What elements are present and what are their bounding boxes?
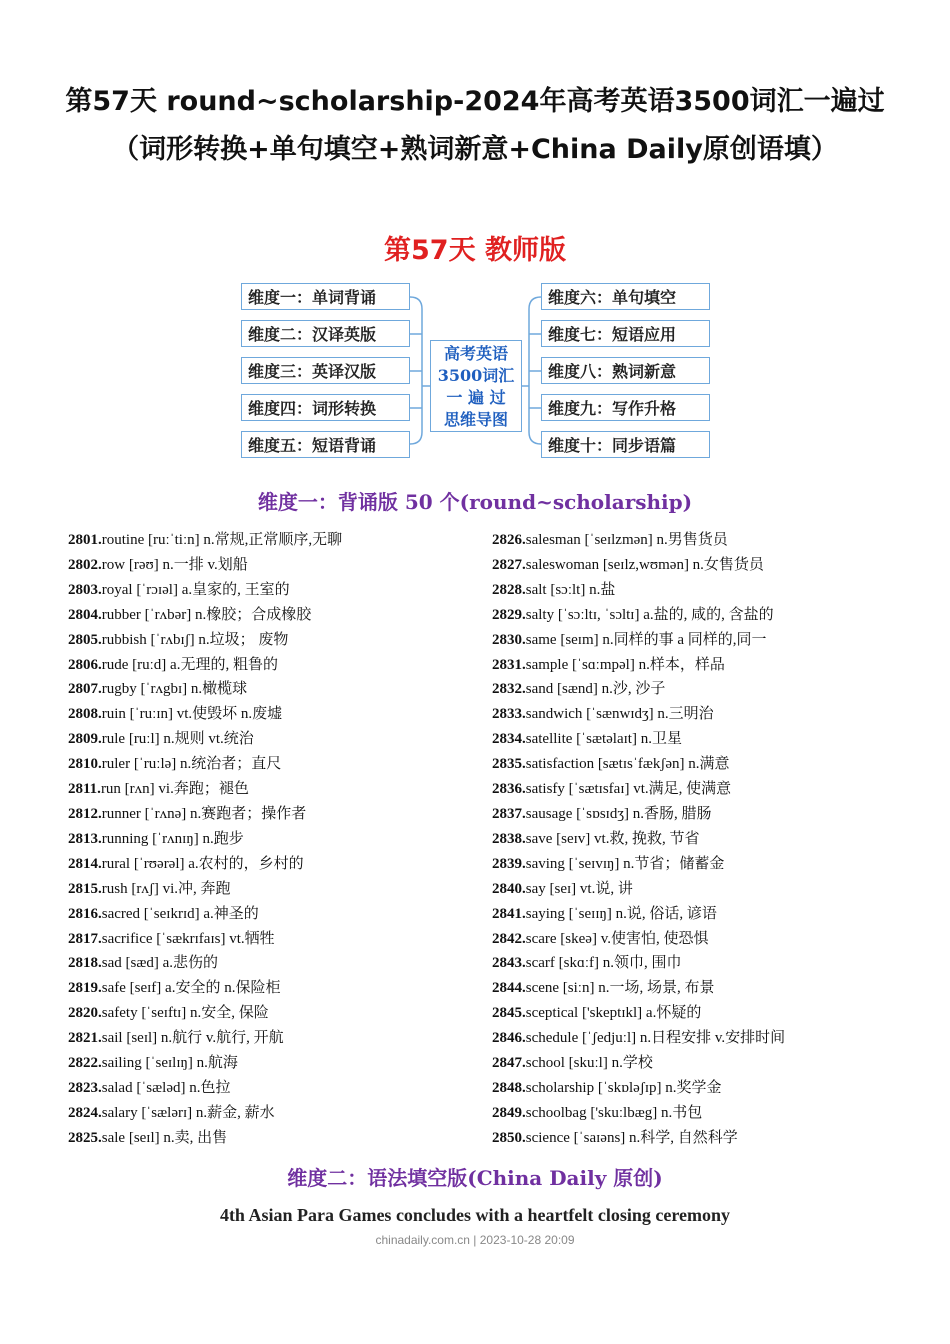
vocab-entry (492, 827, 785, 852)
vocab-number: 2845. (492, 1005, 526, 1022)
vocab-entry (492, 752, 785, 777)
vocab-number: 2850. (492, 1129, 526, 1146)
vocab-definition: salt [sɔːlt] n.盐 (525, 581, 616, 598)
vocab-definition: say [seɪ] vt.说, 讲 (525, 880, 633, 897)
vocab-entry (492, 1126, 785, 1151)
vocab-definition: satellite [ˈsætəlaɪt] n.卫星 (525, 731, 682, 748)
vocab-number: 2815. (68, 880, 102, 897)
vocab-entry (68, 702, 342, 727)
vocab-number: 2826. (492, 532, 526, 548)
vocab-number: 2840. (492, 880, 526, 897)
vocab-definition: sausage [ˈsɒsɪdʒ] n.香肠, 腊肠 (525, 805, 712, 822)
vocab-definition: routine [ruːˈtiːn] n.常规,正常顺序,无聊 (101, 532, 343, 548)
vocab-entry (492, 603, 785, 628)
vocab-number: 2817. (68, 930, 102, 947)
vocab-definition: rush [rʌʃ] vi.冲, 奔跑 (101, 880, 231, 897)
section-title-grammar-fill: 维度二：语法填空版(China Daily 原创) (287, 1166, 663, 1190)
vocab-entry (68, 852, 342, 877)
center-line-1: 高考英语 (443, 344, 508, 363)
vocab-entry (68, 1076, 342, 1101)
vocab-definition: scholarship [ˈskɒləʃɪp] n.奖学金 (525, 1079, 722, 1096)
vocab-number: 2837. (492, 805, 526, 822)
vocab-entry (68, 677, 342, 702)
vocab-number: 2812. (68, 805, 102, 822)
vocab-definition: sailing [ˈseɪlɪŋ] n.航海 (101, 1055, 238, 1072)
mind-map-node-2: 维度二：汉译英版 (241, 320, 410, 347)
vocab-entry (492, 1001, 785, 1026)
vocab-number: 2823. (68, 1079, 102, 1096)
vocab-entry (68, 628, 342, 653)
vocab-definition: salesman [ˈseɪlzmən] n.男售货员 (525, 532, 728, 548)
mind-map-node-3: 维度三：英译汉版 (241, 357, 410, 384)
vocab-entry (68, 976, 342, 1001)
vocab-definition: ruler [ˈruːlə] n.统治者；直尺 (101, 756, 282, 773)
vocab-definition: sail [seɪl] n.航行 v.航行, 开航 (101, 1030, 284, 1047)
vocab-number: 2814. (68, 855, 102, 872)
vocab-number: 2805. (68, 631, 102, 648)
vocab-number: 2835. (492, 756, 526, 773)
vocab-definition: school [skuːl] n.学校 (525, 1055, 653, 1072)
vocab-definition: scarf [skɑːf] n.领巾, 围巾 (525, 955, 682, 972)
vocab-entry (492, 578, 785, 603)
vocab-number: 2834. (492, 731, 526, 748)
vocab-definition: run [rʌn] vi.奔跑；褪色 (100, 781, 249, 798)
vocab-entry (68, 1051, 342, 1076)
vocab-entry (492, 528, 785, 553)
mind-map-node-9: 维度九：写作升格 (541, 394, 710, 421)
vocab-definition: rubber [ˈrʌbər] n.橡胶；合成橡胶 (101, 606, 312, 623)
mind-map-node-4: 维度四：词形转换 (241, 394, 410, 421)
vocab-entry (68, 528, 342, 553)
vocab-definition: safe [seɪf] a.安全的 n.保险柜 (101, 980, 281, 997)
vocab-definition: rude [ruːd] a.无理的, 粗鲁的 (101, 656, 278, 673)
vocab-entry (492, 902, 785, 927)
vocab-definition: science [ˈsaɪəns] n.科学, 自然科学 (525, 1129, 738, 1146)
vocab-entry (68, 877, 342, 902)
article-source: chinadaily.com.cn | 2023-10-28 20:09 (375, 1233, 575, 1247)
mind-map-node-5: 维度五：短语背诵 (241, 431, 410, 458)
vocab-number: 2842. (492, 930, 526, 947)
vocab-column-left (68, 528, 342, 1151)
vocab-entry (492, 727, 785, 752)
vocab-definition: satisfy [ˈsætɪsfaɪ] vt.满足, 使满意 (525, 781, 732, 798)
vocab-number: 2831. (492, 656, 526, 673)
vocab-definition: sad [sæd] a.悲伤的 (101, 955, 218, 972)
mind-map-node-7: 维度七：短语应用 (541, 320, 710, 347)
vocab-definition: running [ˈrʌnɪŋ] n.跑步 (101, 830, 244, 847)
vocab-definition: sacrifice [ˈsækrɪfaɪs] vt.牺牲 (101, 930, 275, 947)
vocab-number: 2806. (68, 656, 102, 673)
vocab-entry (492, 927, 785, 952)
vocab-entry (492, 1026, 785, 1051)
vocab-entry (492, 951, 785, 976)
vocab-entry (492, 1076, 785, 1101)
vocab-definition: salary [ˈsælərɪ] n.薪金, 薪水 (101, 1104, 275, 1121)
vocab-number: 2803. (68, 581, 102, 598)
mind-map-node-1: 维度一：单词背诵 (241, 283, 410, 310)
vocab-number: 2839. (492, 855, 526, 872)
vocab-entry (492, 702, 785, 727)
vocab-entry (492, 852, 785, 877)
vocab-number: 2843. (492, 955, 526, 972)
vocab-entry (68, 927, 342, 952)
vocab-definition: sand [sænd] n.沙, 沙子 (525, 681, 666, 698)
vocab-definition: ruin [ˈruːɪn] vt.使毁坏 n.废墟 (101, 706, 283, 723)
vocab-number: 2844. (492, 980, 526, 997)
vocab-number: 2810. (68, 756, 102, 773)
vocab-number: 2846. (492, 1030, 526, 1047)
vocab-definition: sample [ˈsɑːmpəl] n.样本，样品 (525, 656, 725, 673)
center-line-2: 3500词汇 (437, 366, 515, 385)
vocab-number: 2848. (492, 1079, 526, 1096)
vocab-definition: satisfaction [sætɪsˈfækʃən] n.满意 (525, 756, 730, 773)
vocab-definition: runner [ˈrʌnə] n.赛跑者；操作者 (101, 805, 307, 822)
vocab-column-right (492, 528, 785, 1151)
vocab-number: 2801. (68, 532, 102, 548)
vocab-definition: schedule [ˈʃedjuːl] n.日程安排 v.安排时间 (525, 1030, 786, 1047)
vocab-number: 2804. (68, 606, 102, 623)
mind-map-node-10: 维度十：同步语篇 (541, 431, 710, 458)
vocab-entry (68, 752, 342, 777)
vocab-number: 2820. (68, 1005, 102, 1022)
vocab-number: 2829. (492, 606, 526, 623)
mind-map-node-6: 维度六：单句填空 (541, 283, 710, 310)
vocab-number: 2836. (492, 781, 526, 798)
vocab-entry (68, 1101, 342, 1126)
vocab-entry (68, 1126, 342, 1151)
vocab-number: 2847. (492, 1055, 526, 1072)
vocab-entry (492, 976, 785, 1001)
vocab-definition: rubbish [ˈrʌbɪʃ] n.垃圾； 废物 (101, 631, 289, 648)
vocab-entry (68, 553, 342, 578)
vocab-number: 2811. (68, 781, 101, 798)
vocab-definition: rural [ˈrʊərəl] a.农村的，乡村的 (101, 855, 304, 872)
vocab-number: 2827. (492, 556, 526, 573)
vocab-definition: scare [skeə] v.使害怕, 使恐惧 (525, 930, 709, 947)
vocab-number: 2833. (492, 706, 526, 723)
vocab-definition: sceptical ['skeptɪkl] a.怀疑的 (525, 1005, 702, 1022)
vocab-entry (68, 902, 342, 927)
mind-map-node-8: 维度八：熟词新意 (541, 357, 710, 384)
vocab-definition: salty [ˈsɔːltɪ, ˈsɔltɪ] a.盐的, 咸的, 含盐的 (525, 606, 774, 623)
vocab-definition: schoolbag ['skuːlbæg] n.书包 (525, 1104, 703, 1121)
vocab-definition: save [seɪv] vt.救, 挽救, 节省 (525, 830, 700, 847)
vocab-definition: scene [siːn] n.一场, 场景, 布景 (525, 980, 715, 997)
vocab-number: 2830. (492, 631, 526, 648)
vocab-definition: royal [ˈrɔɪəl] a.皇家的, 王室的 (101, 581, 290, 598)
vocab-entry (68, 777, 342, 802)
vocab-definition: sandwich [ˈsænwɪdʒ] n.三明治 (525, 706, 714, 723)
vocab-definition: saleswoman [seɪlz,wʊmən] n.女售货员 (525, 556, 764, 573)
vocab-definition: rugby [ˈrʌgbɪ] n.橄榄球 (101, 681, 248, 698)
mind-map-center (430, 340, 522, 432)
vocab-entry (492, 628, 785, 653)
vocab-definition: saying [ˈseɪɪŋ] n.说, 俗话, 谚语 (525, 905, 717, 922)
vocab-entry (68, 653, 342, 678)
vocab-number: 2841. (492, 905, 526, 922)
vocab-entry (68, 951, 342, 976)
vocab-definition: same [seɪm] n.同样的事 a 同样的,同一 (525, 631, 767, 648)
vocab-definition: safety [ˈseɪftɪ] n.安全, 保险 (101, 1005, 269, 1022)
vocab-definition: saving [ˈseɪvɪŋ] n.节省；储蓄金 (525, 855, 725, 872)
vocab-number: 2808. (68, 706, 102, 723)
vocab-number: 2813. (68, 830, 102, 847)
vocab-number: 2819. (68, 980, 102, 997)
vocab-entry (68, 727, 342, 752)
vocab-number: 2818. (68, 955, 102, 972)
vocab-entry (492, 877, 785, 902)
vocab-entry (492, 553, 785, 578)
vocab-number: 2816. (68, 905, 102, 922)
vocab-entry (68, 603, 342, 628)
vocab-number: 2809. (68, 731, 102, 748)
vocab-number: 2802. (68, 556, 102, 573)
vocab-definition: row [rəʊ] n.一排 v.划船 (101, 556, 248, 573)
vocab-entry (492, 802, 785, 827)
vocab-number: 2828. (492, 581, 526, 598)
document-title: 第57天 round~scholarship-2024年高考英语3500词汇一遍过（词形转换+单句填空+熟词新意+China Daily原创语填） (65, 86, 885, 165)
vocab-number: 2849. (492, 1104, 526, 1121)
vocab-number: 2838. (492, 830, 526, 847)
vocab-number: 2825. (68, 1129, 102, 1146)
mind-map (238, 280, 713, 462)
vocab-definition: sale [seɪl] n.卖, 出售 (101, 1129, 228, 1146)
article-headline: 4th Asian Para Games concludes with a heartfelt closing ceremony (219, 1205, 731, 1225)
vocab-entry (492, 777, 785, 802)
vocab-definition: sacred [ˈseɪkrɪd] a.神圣的 (101, 905, 259, 922)
vocab-entry (68, 578, 342, 603)
vocab-entry (68, 1026, 342, 1051)
vocab-number: 2822. (68, 1055, 102, 1072)
vocab-entry (68, 827, 342, 852)
vocab-definition: salad [ˈsæləd] n.色拉 (101, 1079, 231, 1096)
vocab-entry (492, 653, 785, 678)
vocab-number: 2821. (68, 1030, 102, 1047)
vocab-number: 2824. (68, 1104, 102, 1121)
vocab-entry (492, 677, 785, 702)
section-title-recitation: 维度一：背诵版 50 个(round~scholarship) (257, 490, 693, 514)
vocab-number: 2807. (68, 681, 102, 698)
edition-subtitle: 第57天 教师版 (384, 235, 566, 266)
vocab-entry (492, 1051, 785, 1076)
vocab-entry (68, 802, 342, 827)
vocab-entry (68, 1001, 342, 1026)
vocab-number: 2832. (492, 681, 526, 698)
vocab-entry (492, 1101, 785, 1126)
center-line-3: 一 遍 过 (446, 388, 506, 407)
vocab-definition: rule [ruːl] n.规则 vt.统治 (101, 731, 254, 748)
center-line-4: 思维导图 (443, 410, 508, 429)
